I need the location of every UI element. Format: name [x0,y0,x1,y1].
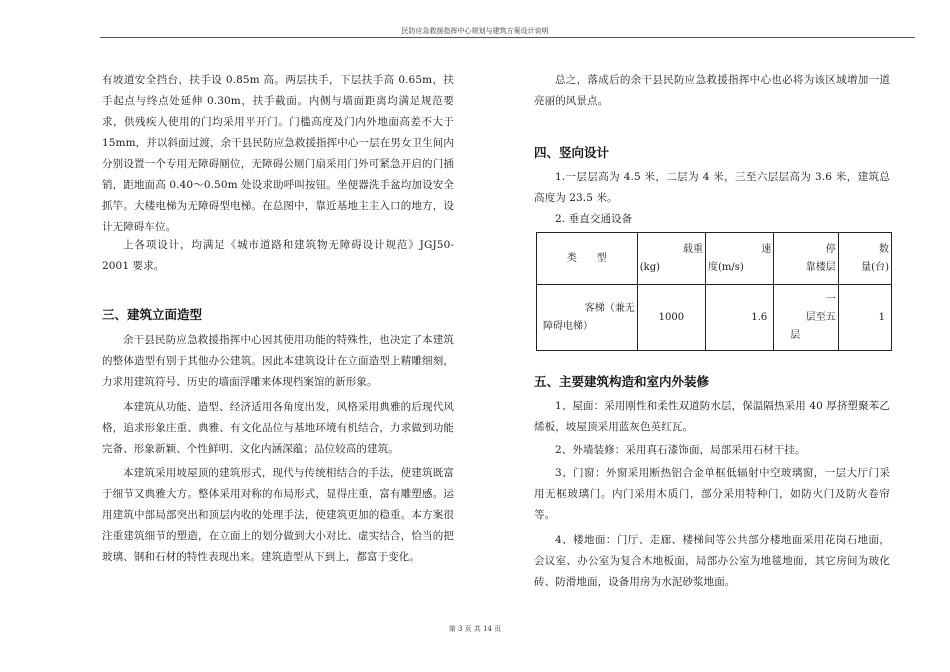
paragraph-facade-intro: 余干县民防应急救援指挥中心因其使用功能的特殊性，也决定了本建筑的整体造型有别于其他办公建筑。因此本建筑设计在立面造型上精雕细刻，力求用建筑符号、历史的墙面浮雕来体现档案馆的新形象。 [102,334,454,388]
header-speed-line2: 度(m/s) [707,261,744,273]
section-title-construction: 五、主要建筑构造和室内外装修 [534,374,710,389]
cell-floors-line3: 层 [790,329,801,341]
header-speed [705,233,773,285]
header-count-line1: 数 [879,243,889,255]
header-divider [100,37,915,38]
section-title-vertical: 四、竖向设计 [534,145,610,160]
header-count [838,233,891,285]
header-floors [774,233,839,285]
header-load [637,233,705,285]
header-floors-line2: 靠楼层 [805,261,836,273]
construction-item-windows: 3、门窗：外窗采用断热铝合金单框低辐射中空玻璃窗，一层大厅门采用无框玻璃门。内门采用木质门，部分采用特种门，如防火门及防火卷帘等。 [534,467,890,521]
cell-count: 1 [838,285,891,351]
header-title: 民防应急救援指挥中心规划与建筑方案设计说明 [401,27,549,35]
paragraph-facade-roof: 本建筑采用坡屋顶的建筑形式，现代与传统相结合的手法，使建筑既富于细节又典雅大方。整体采用对称的布局形式，显得庄重，富有雕塑感。运用建筑中部局部突出和顶层内收的处理手法，使建筑更加的稳重。本方案很注重建筑细节的塑造，在立面上的划分做到大小对比、虚实结合，恰当的把玻璃、钢和石材的特性表现出来。建筑造型从下到上，都富于变化。 [102,467,454,563]
header-type: 类 型 [537,233,638,285]
cell-type-line2: 障碍电梯） [543,320,593,332]
construction-item-roof: 1、屋面：采用刚性和柔性双道防水层，保温隔热采用 40 厚挤塑聚苯乙烯板，坡屋顶采用蓝灰色英红瓦。 [534,400,890,433]
section-title-facade: 三、建筑立面造型 [102,307,203,322]
construction-item-floors: 4、楼地面：门厅、走廊、楼梯间等公共部分楼地面采用花岗石地面，会议室、办公室为复合木地板面，局部办公室为地毯地面，其它房间为玻化砖、防滑地面，设备用房为水泥砂浆地面。 [534,534,890,588]
vertical-item-transport: 2. 垂直交通设备 [555,213,633,225]
construction-item-walls: 2、外墙装修：采用真石漆饰面，局部采用石材干挂。 [555,444,806,456]
vertical-item-heights: 1.一层层高为 4.5 米，二层为 4 米，三至六层层高为 3.6 米，建筑总高度为 23.5 米。 [534,171,890,204]
header-load-line1: 载重 [682,243,703,255]
cell-floors-line1: 一 [825,293,836,305]
paragraph-conclusion: 总之，落成后的余干县民防应急救援指挥中心也必将为该区域增加一道亮丽的风景点。 [534,74,890,107]
cell-floors [774,285,839,351]
cell-type [537,285,638,351]
cell-load: 1000 [637,285,705,351]
elevator-table [536,232,892,351]
header-floors-line1: 停 [825,243,836,255]
cell-floors-line2: 层至五 [805,311,836,323]
table-row [537,285,892,351]
cell-speed: 1.6 [705,285,773,351]
paragraph-standards: 上各项设计，均满足《城市道路和建筑物无障碍设计规范》JGJ50-2001 要求。 [102,239,454,272]
page-number: 第 3 页 共 14 页 [448,625,502,633]
header-speed-line1: 速 [761,243,772,255]
header-load-line2: (kg) [639,261,660,273]
paragraph-facade-style: 本建筑从功能、造型、经济适用各角度出发，风格采用典雅的后现代风格，追求形象庄重、典雅、有文化品位与基地环境有机结合，力求做到功能完备、形象新颖、个性鲜明、文化内涵深蕴；品位较高的建筑。 [102,401,454,455]
cell-type-line1: 客梯（兼无 [584,302,635,314]
table-header-row [537,233,892,285]
header-count-line2: 量(台) [861,261,889,273]
paragraph-accessibility: 有坡道安全挡台，扶手设 0.85m 高。两层扶手，下层扶手高 0.65m，扶手起点与终点处延伸 0.30m，扶手截面。内侧与墙面距离均满足规范要求，供残疾人使用的门均采用平开门。门槛高度及门内外地面高差不大于 15mm，并以斜面过渡，余干县民防应急救援指挥中心一层在男女卫生间内分别设置一个专用无障碍厕位，无障碍公厕门扇采用门外可紧急开启的门插销，距地面高 0.40～0.50m 处设求助呼叫按钮。坐便器洗手盆均加设安全抓竿。大楼电梯为无障碍型电梯。在总图中，靠近基地主主入口的地方，设计无障碍车位。 [102,74,454,233]
